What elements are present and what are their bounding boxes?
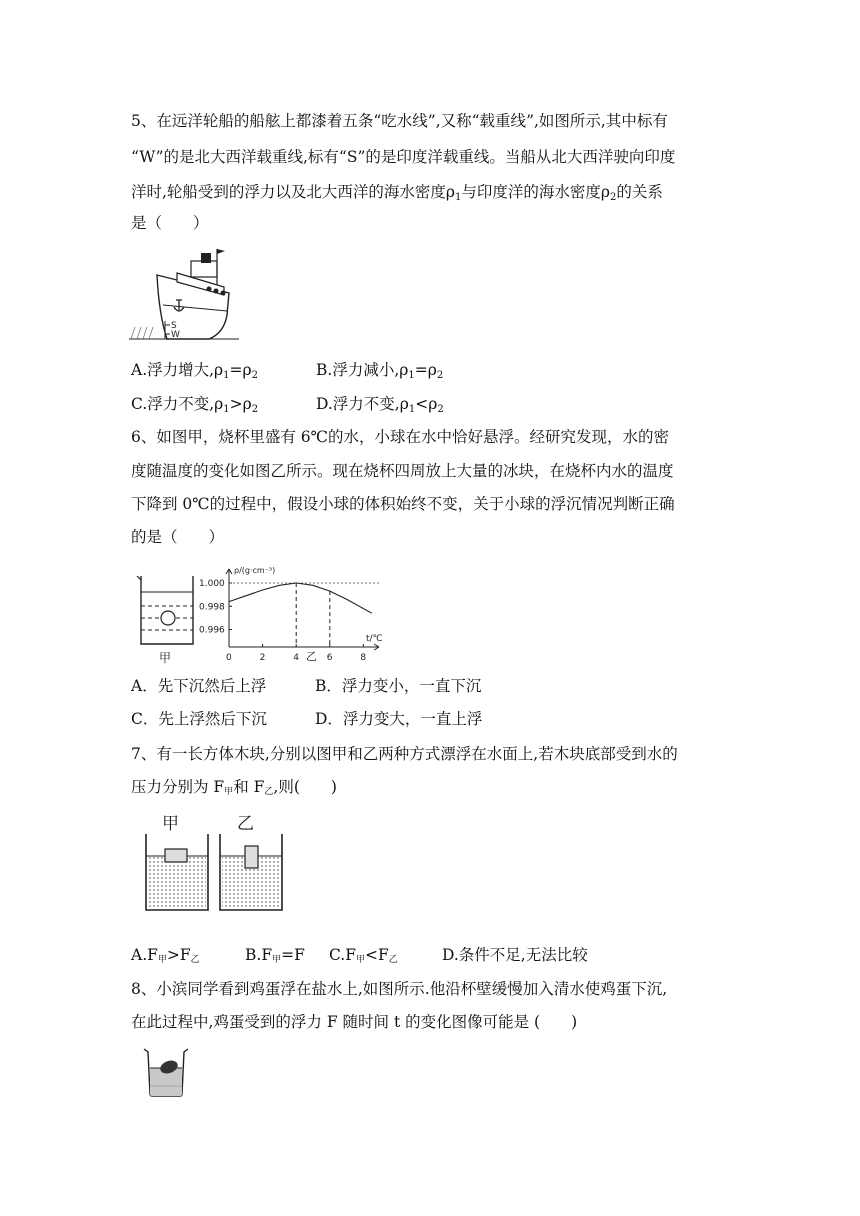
beaker-jia-figure — [135, 572, 200, 667]
fig-label-jia-7: 甲 — [162, 814, 179, 834]
y-tick-label: 0.998 — [199, 602, 225, 613]
density-curve — [229, 583, 372, 613]
q5-option-a[interactable]: A.浮力增大$,\rho_1=\rho_2$ — [131, 361, 259, 381]
q6-option-d[interactable]: D．浮力变大，一直上浮 — [315, 710, 483, 728]
q5-option-d[interactable]: D.浮力不变$,\rho_1<\rho_2$ — [316, 395, 444, 415]
y-axis-label: ρ/(g·cm⁻³) — [234, 566, 276, 575]
q5-line-2: “W”的是北大西洋载重线,标有“S”的是印度洋载重线。当船从北大西洋驶向印度 — [131, 148, 676, 166]
ship-label-s: S — [171, 321, 177, 331]
q7-option-d[interactable]: D.条件不足,无法比较 — [442, 946, 588, 964]
q5-line-4: 是（ ） — [131, 214, 209, 232]
fig-label-yi: 乙 — [306, 650, 317, 663]
beakers-jia-yi-figure — [140, 812, 300, 914]
fig-label-yi-7: 乙 — [237, 814, 254, 834]
q6-line-4: 的是（ ） — [131, 528, 225, 546]
x-tick-label: 2 — [259, 653, 266, 663]
q7-option-a[interactable]: A.F甲>F乙 — [131, 946, 200, 965]
q6-line-3: 下降到 0℃的过程中，假设小球的体积始终不变，关于小球的浮沉情况判断正确 — [131, 495, 675, 513]
q5-option-c[interactable]: C.浮力不变$,\rho_1>\rho_2$ — [131, 395, 259, 415]
density-chart — [194, 563, 394, 663]
q6-line-1: 6、如图甲，烧杯里盛有 6℃的水，小球在水中恰好悬浮。经研究发现，水的密 — [131, 428, 669, 446]
fig-label-jia: 甲 — [159, 651, 172, 665]
q6-option-b[interactable]: B．浮力变小，一直下沉 — [315, 677, 482, 695]
q5-line-3: 洋时,轮船受到的浮力以及北大西洋的海水密度$\rho_1$与印度洋的海水密度$\rho_2$的关系 — [131, 183, 663, 203]
q7-line-1: 7、有一长方体木块,分别以图甲和乙两种方式漂浮在水面上,若木块底部受到水的 — [131, 745, 678, 763]
q5-option-b[interactable]: B.浮力减小$,\rho_1=\rho_2$ — [316, 361, 444, 381]
y-tick-label: 1.000 — [199, 578, 225, 589]
ship-label-w: W — [171, 330, 180, 340]
x-tick-label: 4 — [293, 653, 299, 663]
q7-option-b[interactable]: B.F甲=F — [245, 946, 305, 965]
q6-option-c[interactable]: C．先上浮然后下沉 — [131, 710, 267, 728]
q8-line-1: 8、小滨同学看到鸡蛋浮在盐水上,如图所示.他沿杯壁缓慢加入清水使鸡蛋下沉, — [131, 980, 668, 998]
y-tick-label: 0.996 — [199, 625, 225, 636]
q7-option-c[interactable]: C.F甲<F乙 — [329, 946, 398, 965]
x-axis-label: t/℃ — [366, 634, 383, 644]
q5-line-1: 5、在远洋轮船的船舷上都漆着五条“吃水线”,又称“载重线”,如图所示,其中标有 — [131, 112, 668, 130]
q8-line-2: 在此过程中,鸡蛋受到的浮力 F 随时间 t 的变化图像可能是 ( ) — [131, 1013, 578, 1031]
q6-option-a[interactable]: A．先下沉然后上浮 — [131, 677, 267, 695]
egg-beaker-figure — [142, 1046, 192, 1098]
x-tick-label: 6 — [326, 653, 333, 663]
x-tick-label: 0 — [226, 653, 232, 663]
x-tick-label: 8 — [360, 653, 367, 663]
q6-line-2: 度随温度的变化如图乙所示。现在烧杯四周放上大量的冰块，在烧杯内水的温度 — [131, 462, 674, 480]
ship-figure — [129, 245, 239, 345]
q7-line-2: 压力分别为 F甲和 F乙,则( ) — [131, 778, 337, 797]
